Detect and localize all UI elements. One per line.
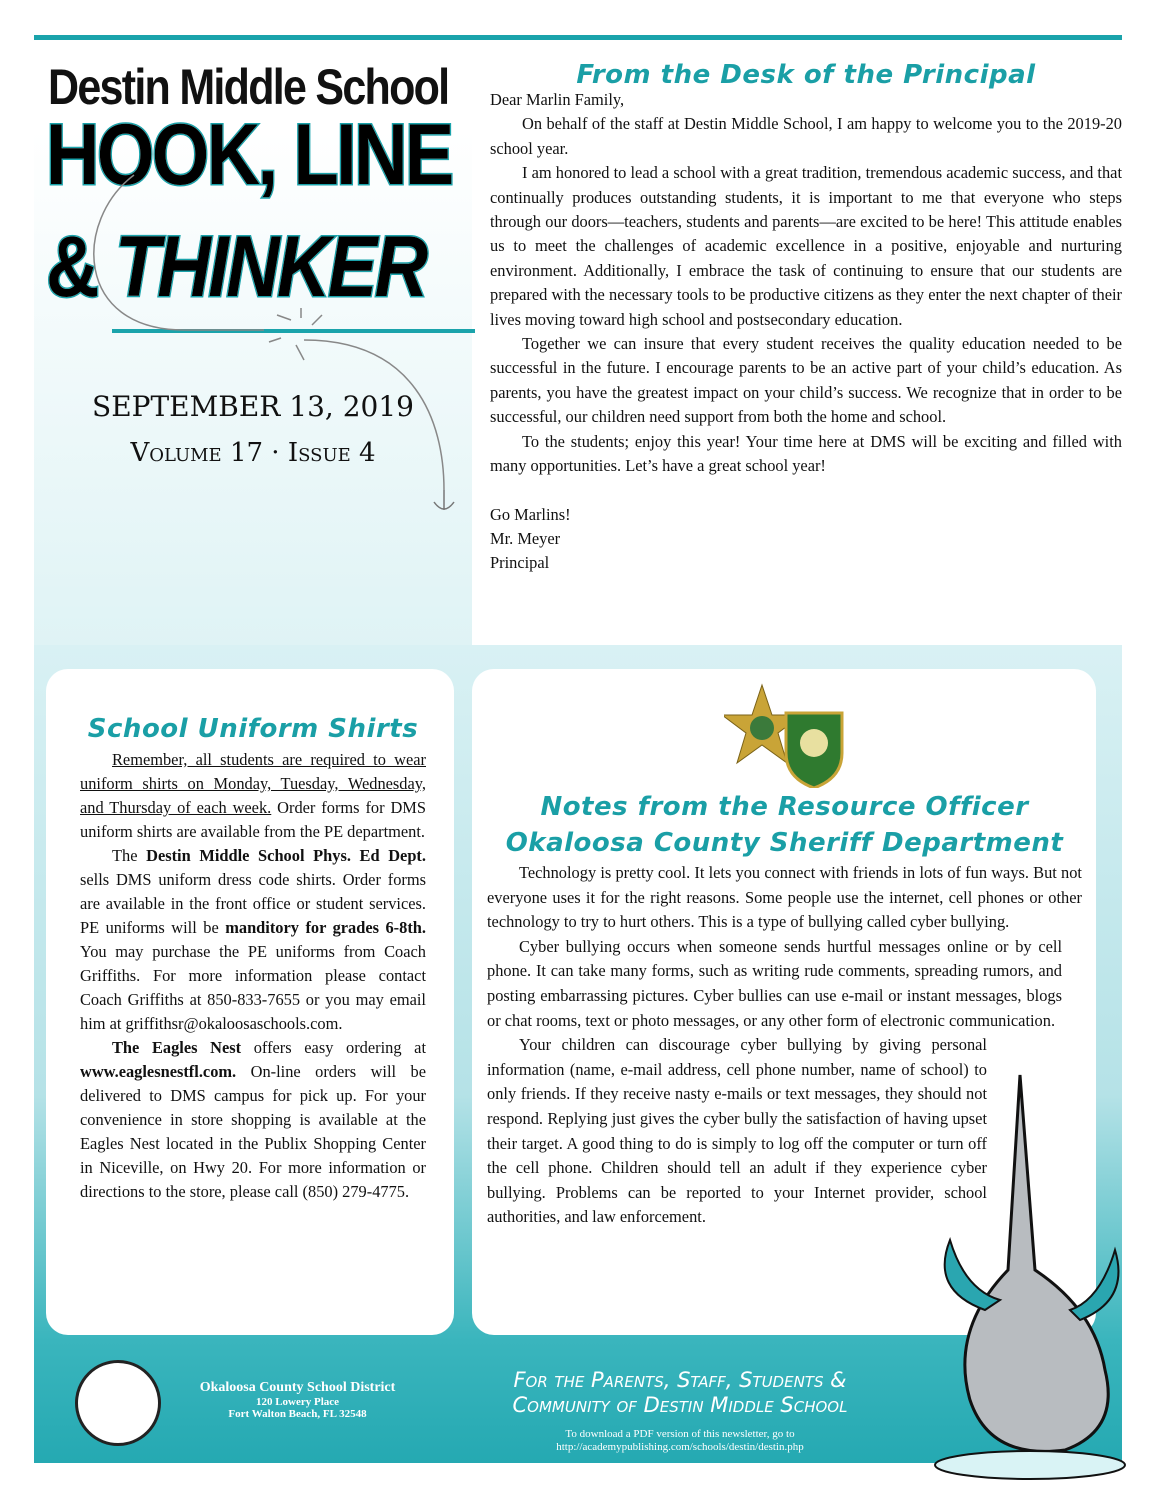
title-thinker: THINKER	[114, 219, 426, 315]
text: offers easy ordering at	[241, 1038, 427, 1057]
paragraph: On behalf of the staff at Destin Middle School, I am happy to welcome you to the 2019-20 school year.	[490, 114, 1122, 158]
closing: Go Marlins!	[490, 504, 571, 524]
tagline-line1: For the Parents, Staff, Students &	[513, 1368, 847, 1392]
paragraph	[80, 748, 426, 844]
district-name: Okaloosa County School District	[199, 1380, 396, 1395]
text: You may purchase the PE uniforms from Coach Griffiths. For more information please contact Coach Griffiths at 850-833-7655 or you may email him at griffithsr@okaloosaschools.com.	[80, 942, 426, 1033]
paragraph: I am honored to lead a school with a great tradition, tremendous academic success, and that continually produces outstanding students, it is important to me that everyone who steps through our doors—teachers, students and parents—are excited to be here! This attitude enables us to meet the challenges of academic excellence in a positive, enjoyable and nurturing environment. Additionally, I embrace the task of continuing to ensure that our students are prepared with the necessary tools to be productive citizens as they enter the next chapter of their lives moving toward high school and postsecondary education.	[490, 163, 1122, 329]
paragraph: Technology is pretty cool. It lets you connect with friends in lots of fun ways. But not everyone uses it for the right reasons. Some people use the internet, cell phones or other technology to try to hurt others. This is a type of bullying called cyber bullying.	[487, 863, 1082, 932]
paragraph	[80, 1036, 426, 1204]
district-street: 120 Lowery Place	[255, 1396, 340, 1408]
signer-name: Mr. Meyer	[490, 528, 561, 548]
download-link[interactable]: http://academypublishing.com/schools/destin/destin.php	[556, 1441, 804, 1453]
salutation: Dear Marlin Family,	[490, 90, 625, 109]
masthead	[34, 40, 472, 645]
issue-date: SEPTEMBER 13, 2019	[92, 390, 414, 423]
principal-heading: From the Desk of the Principal	[576, 60, 1036, 90]
principal-letter	[490, 60, 1122, 576]
officer-subheading: Okaloosa County Sheriff Department	[505, 828, 1064, 858]
text: The Eagles Nest	[112, 1038, 242, 1057]
text: Destin Middle School Phys. Ed Dept.	[146, 846, 426, 865]
text: Order forms for DMS uniform shirts are available from the PE department.	[80, 798, 426, 841]
paragraph: Cyber bullying occurs when someone sends hurtful messages online or by cell phone. It can take many forms, such as writing rude comments, spreading rumors, and posting embarrassing pictures. Cyber bullies can use e-mail or instant messages, blogs or chat rooms, text or photo messages, or any other form of electronic communication.	[487, 936, 1062, 1030]
title-line1: HOOK, LINE	[46, 107, 452, 203]
download-note: To download a PDF version of this newsletter, go to	[565, 1428, 795, 1440]
sheriff-badge-icon	[724, 683, 849, 788]
tagline-line2: Community of Destin Middle School	[512, 1393, 848, 1417]
paragraph: Your children can discourage cyber bullying by giving personal information (name, e-mail address, cell phone number, name of school) to only friends. If they receive nasty e-mails or text messages, they should not respond. Replying just gives the cyber bully the satisfaction of having upset their target. A good thing to do is simply to log off the computer or turn off the cell phone. Children should tell an adult if they experience cyber bullying. Problems can be reported to your Internet provider, school authorities, and law enforcement.	[487, 1035, 987, 1227]
district-address	[175, 1380, 420, 1420]
text: sells DMS uniform dress code shirts. Order forms are available in the front office or student services. PE uniforms will be	[80, 870, 426, 937]
text: On-line orders will be delivered to DMS campus for pick up. For your convenience in store shopping is available at the Eagles Nest located in the Publix Shopping Center in Niceville, on Hwy 20. For more information or directions to the store, please call (850) 279-4775.	[80, 1062, 426, 1201]
marlin-mascot-icon	[890, 1070, 1130, 1480]
title-amp: &	[46, 219, 97, 315]
officer-heading: Notes from the Resource Officer	[540, 792, 1029, 822]
district-city: Fort Walton Beach, FL 32548	[228, 1408, 367, 1420]
district-seal-icon	[75, 1360, 161, 1446]
website-link[interactable]: www.eaglesnestfl.com.	[80, 1062, 237, 1081]
paragraph: To the students; enjoy this year! Your time here at DMS will be exciting and filled with many opportunities. Let’s have a great school year!	[490, 431, 1122, 476]
text: The	[112, 846, 147, 865]
text: manditory for grades 6-8th.	[225, 918, 427, 937]
uniform-article	[46, 669, 454, 1335]
issue-volume: Volume 17 · Issue 4	[130, 438, 376, 468]
fishing-line-hook-icon	[34, 40, 472, 560]
uniform-heading: School Uniform Shirts	[87, 714, 419, 744]
uniform-notice: Remember, all students are required to wear uniform shirts on Monday, Tuesday, Wednesday, and Thursday of each week.	[80, 750, 426, 817]
paragraph: Together we can insure that every student receives the quality education needed to be successful in the future. I encourage parents to be an active part of your child’s education. As parents, you have the greatest impact on your child’s success. We recognize that in order to be successful, our children need support from both the home and school.	[490, 334, 1122, 427]
paragraph	[80, 844, 426, 1036]
footer-tagline	[490, 1368, 870, 1454]
school-name: Destin Middle School	[48, 59, 449, 115]
signer-title: Principal	[490, 553, 550, 573]
